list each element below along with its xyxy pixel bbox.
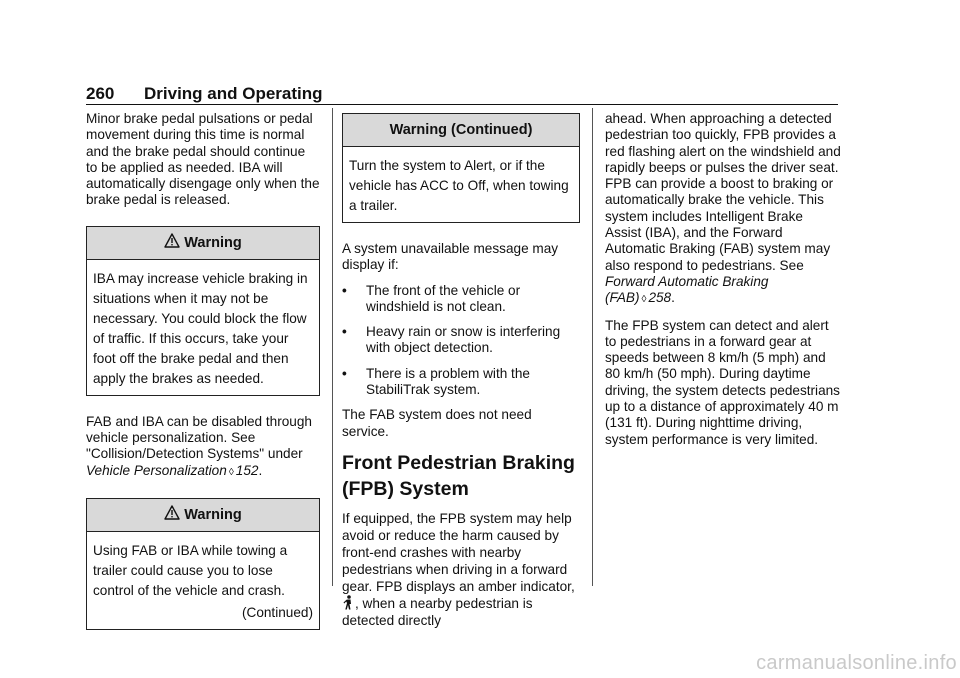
warning-box-iba [86,226,320,396]
page-reference[interactable]: 258 [648,290,672,306]
paragraph-text: , when a nearby pedestrian is detected directly [342,595,533,628]
warning-header [87,499,319,532]
bullet-text: The front of the vehicle or windshield is not clean. [366,282,521,314]
paragraph-text: FAB and IBA can be disabled through vehicle personalization. See "Collision/Detection Systems" under [86,413,312,462]
continued-label: (Continued) [241,604,313,620]
paragraph-end: . [258,462,263,478]
bullet-text: There is a problem with the StabiliTrak system. [366,365,530,398]
bullet-marker: • [342,365,347,381]
heading-fpb: Front Pedestrian Braking (FPB) System [342,451,575,500]
paragraph-text: ahead. When approaching a detected pedestrian too quickly, FPB provides a red flashing alert on the windshield and rapidly beeps or pulses the driver seat. FPB can provide a boost to braking or automatically brake the vehicle. This system includes Intelligent Brake Assist (IBA), and the Forward Automatic Braking (FAB) system may also respond to pedestrians. See [605,111,841,273]
warning-title: Warning [184,234,242,251]
column-divider-1 [332,108,333,586]
bullet-marker: • [342,282,347,298]
paragraph-fpb-speeds: The FPB system can detect and alert to pedestrians in a forward gear at speeds between 8 km/h (5 mph) and 80 km/h (50 mph). During daytime driving, the system detects pedestrians up to a distance of approximately 40 m (131 ft). During nighttime driving, system performance is very limited. [605,317,840,447]
paragraph-brake-pulsation: Minor brake pedal pulsations or pedal movement during this time is normal and the brake pedal should continue to be applied as needed. IBA will automatically disengage only when the brake pedal is released. [86,111,320,208]
watermark: carmanualsonline.info [756,652,957,674]
page-ref-arrow: ◊ [228,466,234,478]
warning-text: Using FAB or IBA while towing a trailer could cause you to lose control of the vehicle and crash. [93,542,288,598]
bullet-text: Heavy rain or snow is interfering with object detection. [366,324,561,356]
section-title: Driving and Operating [144,84,323,103]
warning-body [87,532,319,629]
list-item [342,283,580,316]
page-reference[interactable]: 152 [235,462,259,478]
warning-box-towing [86,498,320,630]
warning-box-continued [342,113,580,223]
page-header [86,84,838,104]
paragraph-end: . [671,290,675,306]
cross-reference-link[interactable]: Vehicle Personalization [86,462,227,478]
paragraph-disable-fab [86,414,320,481]
list-item [342,366,580,399]
warning-header: Warning (Continued) [343,114,579,147]
paragraph-text: If equipped, the FPB system may help avoid or reduce the harm caused by front-end crashes with nearby pedestrians when driving in a forward gear. FPB displays an amber indicator, [342,510,575,594]
column-3 [605,111,841,457]
page-ref-arrow: ◊ [641,294,647,306]
paragraph-fpb-details [605,111,841,309]
warning-header [87,227,319,260]
bullet-marker: • [342,324,347,340]
column-2 [342,111,580,638]
paragraph-no-service: The FAB system does not need service. [342,407,532,439]
warning-triangle-icon [164,505,180,520]
list-item [342,324,580,357]
cross-reference-link[interactable]: Forward Automatic Braking (FAB) [605,273,769,306]
page-number: 260 [86,84,115,103]
pedestrian-icon [343,595,354,610]
paragraph-fpb-intro [342,510,580,629]
warning-body: Turn the system to Alert, or if the vehicle has ACC to Off, when towing a trailer. [349,158,569,213]
header-rule [86,104,838,105]
paragraph-unavailable: A system unavailable message may display if: [342,241,559,273]
warning-triangle-icon [164,233,180,248]
column-divider-2 [592,108,593,586]
column-1 [86,111,320,648]
warning-title: Warning [184,506,242,523]
warning-body: IBA may increase vehicle braking in situations when it may not be necessary. You could block the flow of traffic. If this occurs, take your foot off the brake pedal and then apply the brakes as needed. [93,270,308,386]
